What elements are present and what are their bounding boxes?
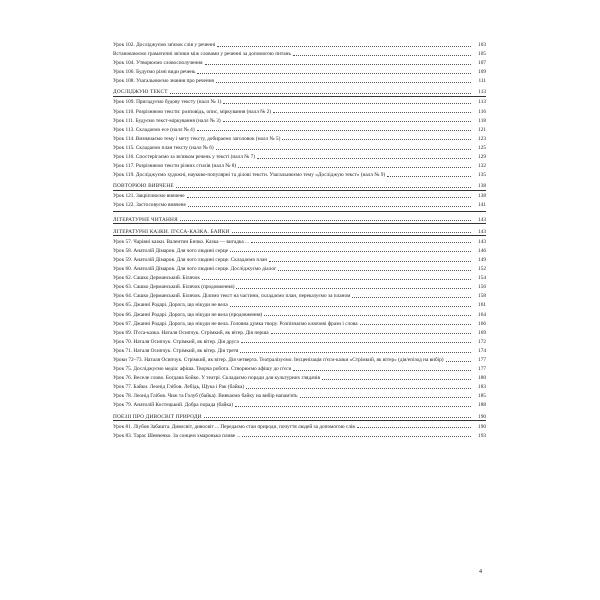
toc-entry-page: 149: [478, 256, 486, 263]
toc-entry-page: 113: [478, 99, 486, 106]
toc-entry-title: Урок 71. Наталя Осипчук. Стрімкий, як вітер. Дія третя: [113, 347, 239, 354]
toc-entry: [113, 200, 486, 209]
toc-entry-title: ДОСЛІДЖУЮ ТЕКСТ: [113, 89, 168, 96]
toc-entry-page: 109: [478, 69, 486, 76]
toc-entry: [113, 354, 486, 363]
dot-leader: [236, 288, 471, 289]
dot-leader: [300, 397, 471, 398]
toc-entry: [113, 106, 486, 115]
toc-entry-title: ПОВТОРЮЮ ВИВЧЕНЕ: [113, 183, 174, 190]
toc-entry-title: Урок 57. Чарівні казки. Валентин Бичко. Казка — вигадка ...: [113, 238, 250, 245]
dot-leader: [205, 64, 471, 65]
dot-leader: [188, 206, 471, 207]
toc-entry: [113, 151, 486, 160]
toc-section-heading: [113, 226, 486, 236]
toc-entry-page: 188: [478, 402, 486, 409]
toc-entry-title: Уроки 72–73. Наталя Осипчук. Стрімкий, як вітер. Дія четверта. Театралізуємо. Інсценізація п'єси-казки «Стрімкий, як вітер» (дія/епізод на вибір): [113, 356, 444, 363]
toc-entry-page: 129: [478, 154, 486, 161]
toc-entry-title: Урок 65. Джанні Родарі. Дорога, що нікуди не вела: [113, 302, 228, 309]
toc-entry-title: Урок 106. Будуємо різні види речень: [113, 69, 196, 76]
dot-leader: [241, 342, 471, 343]
dot-leader: [264, 315, 471, 316]
toc-entry-title: Урок 111. Будуємо текст-міркування (налл № 3): [113, 117, 221, 124]
section-divider: [113, 211, 486, 212]
toc-entry-title: Урок 67. Джанні Родарі. Дорога, що нікуди не вела. Головна думка твору. Розпізнаємо ключові фрази і слова: [113, 320, 358, 327]
toc-entry-page: 161: [478, 302, 486, 309]
toc-entry: [113, 97, 486, 106]
toc-entry-page: 177: [478, 366, 486, 373]
toc-entry-title: Урок 78. Леонід Глібов. Чиж та Голуб (байка). Вивчаємо байку на вибір напам'ять: [113, 393, 298, 400]
dot-leader: [278, 270, 471, 271]
toc-entry: [113, 57, 486, 66]
toc-entry-title: Урок 113. Складаємо есе (налл № 4): [113, 126, 195, 133]
toc-entry: [113, 336, 486, 345]
toc-entry-title: Урок 115. Складаємо план тексту (налл № 6): [113, 144, 214, 151]
toc-entry-page: 121: [478, 126, 486, 133]
dot-leader: [223, 103, 471, 104]
page-number: 4: [479, 569, 482, 575]
toc-entry: [113, 390, 486, 399]
toc-entry-title: Урок 60. Анатолій Дімаров. Для чого людині серце. Досліджуємо діалог: [113, 266, 277, 273]
toc-entry-title: Урок 104. Утворюємо словосполучення: [113, 60, 203, 67]
toc-entry-page: 113: [478, 89, 486, 96]
toc-entry-title: Урок 121. Закріплюємо вивчене: [113, 193, 185, 200]
toc-entry-page: 177: [478, 356, 486, 363]
toc-entry: [113, 245, 486, 254]
dot-leader: [240, 352, 471, 353]
toc-entry-page: 158: [478, 293, 486, 300]
toc-entry-page: 143: [478, 228, 486, 235]
dot-leader: [180, 220, 471, 221]
toc-entry-title: Урок 81. Ліубов Забашта. Дивосвіт, дивосвіт ... Передаємо стан природи, почуття людей за допомогою слів: [113, 423, 355, 430]
toc-entry-page: 169: [478, 329, 486, 336]
dot-leader: [204, 417, 471, 418]
dot-leader: [170, 93, 471, 94]
toc-entry-title: Урок 114. Визначаємо тему і мету тексту, добираємо заголовок (налл № 5): [113, 135, 281, 142]
toc-entry-title: Урок 66. Джанні Родарі. Дорога, що нікуди не вела (продовження): [113, 311, 263, 318]
toc-entry: [113, 272, 486, 281]
dot-leader: [271, 333, 471, 334]
toc-entry-page: 105: [478, 50, 486, 57]
toc-entry-title: Урок 79. Анатолій Костецький. Добра порада (байка): [113, 402, 233, 409]
toc-entry-title: Урок 116. Спостерігаємо за зв'язком речень у тексті (налл № 7): [113, 154, 256, 161]
dot-leader: [357, 427, 471, 428]
toc-section-heading: [113, 180, 486, 190]
dot-leader: [242, 436, 471, 437]
toc-entry-page: 138: [478, 183, 486, 190]
toc-entry-title: ЛІТЕРАТУРНІ КАЗКИ. П'ЄСА-КАЗКА. БАЙКИ: [113, 228, 230, 235]
toc-entry-page: 190: [478, 413, 486, 420]
toc-entry-title: Урок 59. Анатолій Дімаров. Для чого людині серце. Складаємо план: [113, 256, 268, 263]
dot-leader: [273, 112, 471, 113]
toc-entry-page: 164: [478, 311, 486, 318]
dot-leader: [257, 158, 471, 159]
dot-leader: [282, 139, 471, 140]
toc-entry-title: Урок 102. Досліджуємо зв'язок слів у реченні: [113, 41, 216, 48]
toc-entry-title: Урок 110. Розрізняємо тексти: розповідь, опис, міркування (налл № 2): [113, 108, 272, 115]
toc-entry-title: ПОЕЗІЇ ПРО ДИВОСВІТ ПРИРОДИ: [113, 413, 202, 420]
toc-entry-page: 180: [478, 375, 486, 382]
toc-entry-title: Урок 108. Узагальнюємо знання про речення: [113, 78, 214, 85]
toc-section-heading: [113, 214, 486, 224]
dot-leader: [216, 149, 471, 150]
toc-entry-page: 156: [478, 284, 486, 291]
toc-entry: [113, 318, 486, 327]
dot-leader: [216, 82, 471, 83]
dot-leader: [232, 232, 471, 233]
toc-entry-page: 174: [478, 347, 486, 354]
toc-entry-page: 185: [478, 393, 486, 400]
toc-entry-title: Урок 109. Пригадуємо будову тексту (налл № 1): [113, 99, 222, 106]
dot-leader: [387, 176, 471, 177]
toc-entry-page: 154: [478, 275, 486, 282]
toc-entry: [113, 124, 486, 133]
dot-leader: [223, 121, 471, 122]
toc-entry-page: 132: [478, 163, 486, 170]
toc-entry-title: Урок 75. Досліджуємо медіа: афіша. Творча робота. Створюємо афішу до п'єси: [113, 366, 292, 373]
toc-entry-title: Урок 117. Розрізняємо тексти різних стилів (налл № 8): [113, 163, 237, 170]
dot-leader: [322, 379, 471, 380]
toc-entry-page: 116: [478, 108, 486, 115]
toc-entry: [113, 254, 486, 263]
toc-entry-page: 143: [478, 216, 486, 223]
dot-leader: [187, 197, 471, 198]
dot-leader: [217, 46, 471, 47]
toc-entry-title: Урок 63. Сашко Дерманський. Біля́чок (продовження): [113, 284, 235, 291]
dot-leader: [176, 187, 471, 188]
toc-section-heading: [113, 86, 486, 96]
toc-entry: [113, 169, 486, 178]
dot-leader: [238, 167, 471, 168]
toc-entry-page: 190: [478, 423, 486, 430]
toc-entry-page: 125: [478, 144, 486, 151]
toc-entry-page: 183: [478, 384, 486, 391]
toc-entry: [113, 115, 486, 124]
toc-entry-title: Урок 119. Досліджуємо художні, науково-популярні та ділові тексти. Узагальнюємо тему «Досліджую текст» (налл № 9): [113, 172, 386, 179]
dot-leader: [235, 406, 471, 407]
dot-leader: [360, 324, 471, 325]
toc-entry: [113, 48, 486, 57]
toc-entry: [113, 430, 486, 439]
toc-entry: [113, 327, 486, 336]
toc-entry: [113, 133, 486, 142]
toc-section-heading: [113, 411, 486, 421]
toc-entry-page: 172: [478, 338, 486, 345]
dot-leader: [293, 55, 471, 56]
toc-entry-page: 193: [478, 432, 486, 439]
toc-entry: [113, 75, 486, 84]
toc-entry-title: Урок 77. Байки. Леонід Глібов. Лебідь, Щука і Рак (байка): [113, 384, 245, 391]
dot-leader: [352, 297, 471, 298]
toc-entry-title: Урок 69. П'єса-казка. Наталя Осипчук. Стрімкий, як вітер. Дія перша: [113, 329, 269, 336]
toc-entry-page: 118: [478, 117, 486, 124]
toc-entry-title: Урок 64. Сашко Дерманський. Біля́чок. Ділимо текст на частини, складаємо план, переказуємо за планом: [113, 293, 351, 300]
dot-leader: [246, 388, 471, 389]
toc-entry-page: 135: [478, 172, 486, 179]
toc-entry: [113, 191, 486, 200]
toc-entry-page: 166: [478, 320, 486, 327]
dot-leader: [197, 130, 471, 131]
dot-leader: [446, 361, 471, 362]
toc-entry-page: 143: [478, 238, 486, 245]
toc-entry: [113, 290, 486, 299]
dot-leader: [202, 279, 471, 280]
table-of-contents: [113, 39, 486, 439]
toc-entry: [113, 400, 486, 409]
toc-entry: [113, 363, 486, 372]
toc-entry-page: 103: [478, 41, 486, 48]
dot-leader: [230, 251, 471, 252]
toc-entry-title: Встановлюємо граматичні зв'язки між словами у реченні за допомогою питань: [113, 50, 291, 57]
toc-entry-title: Урок 58. Анатолій Дімаров. Для чого людині серце: [113, 247, 229, 254]
toc-entry-page: 146: [478, 247, 486, 254]
toc-entry-page: 107: [478, 60, 486, 67]
dot-leader: [197, 73, 471, 74]
toc-entry-title: ЛІТЕРАТУРНЕ ЧИТАННЯ: [113, 216, 178, 223]
toc-entry-page: 138: [478, 193, 486, 200]
dot-leader: [230, 306, 471, 307]
dot-leader: [293, 370, 471, 371]
toc-entry: [113, 300, 486, 309]
toc-entry-page: 123: [478, 135, 486, 142]
toc-entry-title: Урок 70. Наталя Осипчук. Стрімкий, як вітер. Дія друга: [113, 338, 239, 345]
toc-entry: [113, 66, 486, 75]
toc-entry-page: 141: [478, 202, 486, 209]
toc-entry: [113, 263, 486, 272]
toc-entry-title: Урок 76. Веселе слово. Богдана Бойко. У театрі. Складаємо поради для культурних глядачів: [113, 375, 320, 382]
toc-entry: [113, 421, 486, 430]
toc-entry: [113, 236, 486, 245]
dot-leader: [269, 261, 471, 262]
toc-entry-title: Урок 83. Тарас Шевченко. За сонцем хмаронька пливе ...: [113, 432, 241, 439]
toc-entry-title: Урок 62. Сашко Дерманський. Біля́чок: [113, 275, 200, 282]
dot-leader: [251, 242, 471, 243]
toc-entry: [113, 345, 486, 354]
toc-entry-page: 111: [478, 78, 486, 85]
toc-entry: [113, 160, 486, 169]
toc-entry-page: 152: [478, 266, 486, 273]
toc-entry: [113, 381, 486, 390]
toc-entry: [113, 309, 486, 318]
toc-entry: [113, 39, 486, 48]
toc-entry: [113, 372, 486, 381]
toc-entry: [113, 142, 486, 151]
toc-entry-title: Урок 122. Застосовуємо вивчене: [113, 202, 186, 209]
toc-entry: [113, 281, 486, 290]
